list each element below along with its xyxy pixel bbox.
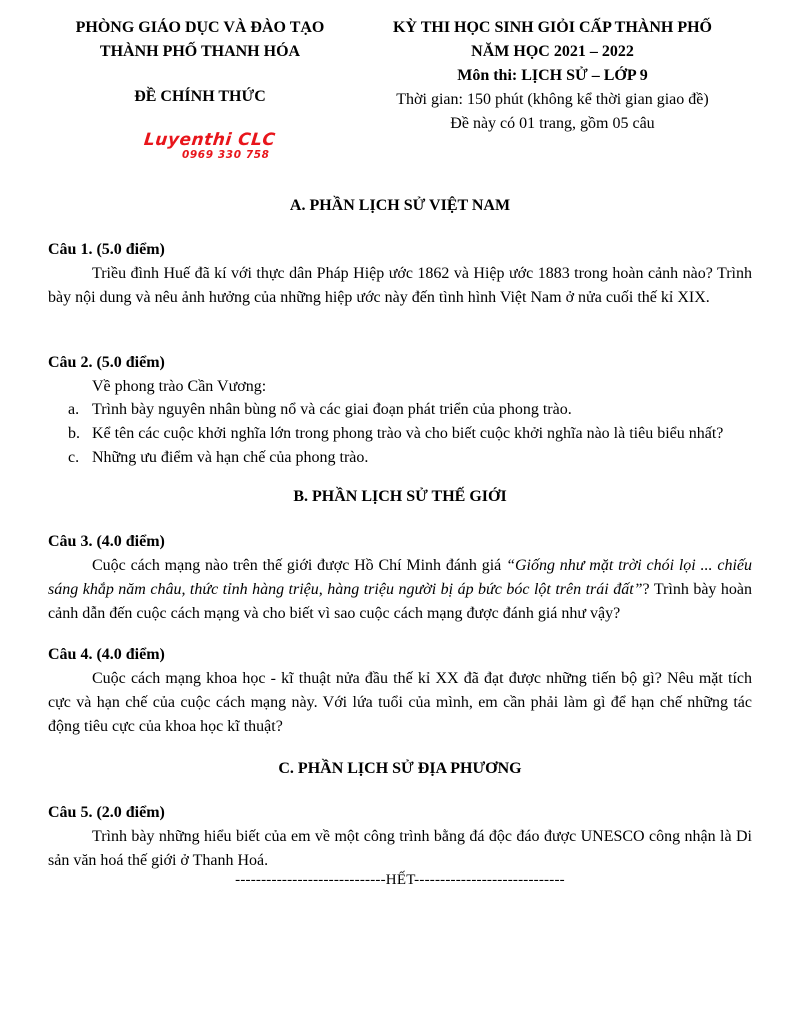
subject: Môn thi: LỊCH SỬ – LỚP 9 — [457, 67, 648, 84]
list-item — [68, 422, 758, 446]
question-3-quote: “Giống như mặt trời chói lọi ... chiếu sáng khắp năm châu, thức tỉnh hàng triệu, hàng triệu người bị áp bức bóc lột trên trái đất” — [48, 557, 752, 598]
time-allowed: Thời gian: 150 phút (không kể thời gian giao đề) — [396, 91, 709, 108]
question-3-title: Câu 3. (4.0 điểm) — [48, 533, 165, 550]
section-b-heading: B. PHẦN LỊCH SỬ THẾ GIỚI — [293, 488, 507, 505]
list-item-letter: b. — [68, 425, 80, 442]
city-name: THÀNH PHỐ THANH HÓA — [99, 43, 301, 60]
question-4-text: Cuộc cách mạng khoa học - kĩ thuật nửa đầu thế kỉ XX đã đạt được những tiến bộ gì? Nêu mặt tích cực và hạn chế của cuộc cách mạng này. Với lứa tuổi của mình, em cần phải làm gì để hạn chế những tác động tiêu cực của khoa học kĩ thuật? — [48, 670, 752, 735]
question-4-title: Câu 4. (4.0 điểm) — [48, 646, 165, 663]
list-item-text: Trình bày nguyên nhân bùng nổ và các giai đoạn phát triển của phong trào. — [92, 401, 572, 418]
end-marker: -----------------------------HẾT----------------------------- — [235, 872, 565, 888]
question-3-text-after: ? Trình bày hoàn cảnh dẫn đến cuộc cách mạng và cho biết vì sao cuộc cách mạng được đánh giá như vậy? — [48, 581, 753, 622]
question-5-text: Trình bày những hiểu biết của em về một công trình bằng đá độc đáo được UNESCO công nhận là Di sản văn hoá thế giới ở Thanh Hoá. — [48, 828, 752, 869]
question-3-text — [48, 554, 752, 626]
question-5-title: Câu 5. (2.0 điểm) — [48, 804, 165, 821]
question-2-intro: Về phong trào Cần Vương: — [92, 378, 267, 395]
question-2-list — [68, 398, 758, 470]
section-a-heading: A. PHẦN LỊCH SỬ VIỆT NAM — [289, 197, 511, 214]
question-1-text: Triều đình Huế đã kí với thực dân Pháp Hiệp ước 1862 và Hiệp ước 1883 trong hoàn cảnh nào? Trình bày nội dung và nêu ảnh hưởng của những hiệp ước này đến tình hình Việt Nam ở nửa cuối thế kỉ XIX. — [48, 265, 752, 306]
exam-name: KỲ THI HỌC SINH GIỎI CẤP THÀNH PHỐ — [392, 19, 712, 36]
question-1-title: Câu 1. (5.0 điểm) — [48, 241, 165, 258]
logo-phone: 0969 330 758 — [182, 149, 270, 161]
watermark-logo — [140, 130, 300, 166]
list-item — [68, 398, 758, 422]
question-3-text-before: Cuộc cách mạng nào trên thế giới được Hồ Chí Minh đánh giá — [92, 557, 507, 574]
list-item-letter: a. — [68, 401, 80, 418]
section-c-heading: C. PHẦN LỊCH SỬ ĐỊA PHƯƠNG — [278, 760, 522, 777]
exam-header — [365, 16, 740, 136]
list-item-text: Kể tên các cuộc khởi nghĩa lớn trong phong trào và cho biết cuộc khởi nghĩa nào là tiêu biểu nhất? — [92, 425, 724, 442]
official-label: ĐỀ CHÍNH THỨC — [134, 88, 266, 105]
page-info: Đề này có 01 trang, gồm 05 câu — [450, 115, 655, 132]
question-2-title: Câu 2. (5.0 điểm) — [48, 354, 165, 371]
department-name: PHÒNG GIÁO DỤC VÀ ĐÀO TẠO — [75, 19, 325, 36]
list-item-letter: c. — [68, 449, 80, 466]
list-item-text: Những ưu điểm và hạn chế của phong trào. — [92, 449, 369, 466]
logo-name: Luyenthi CLC — [142, 130, 277, 150]
department-header — [60, 16, 340, 64]
list-item — [68, 446, 758, 470]
school-year: NĂM HỌC 2021 – 2022 — [471, 43, 634, 60]
